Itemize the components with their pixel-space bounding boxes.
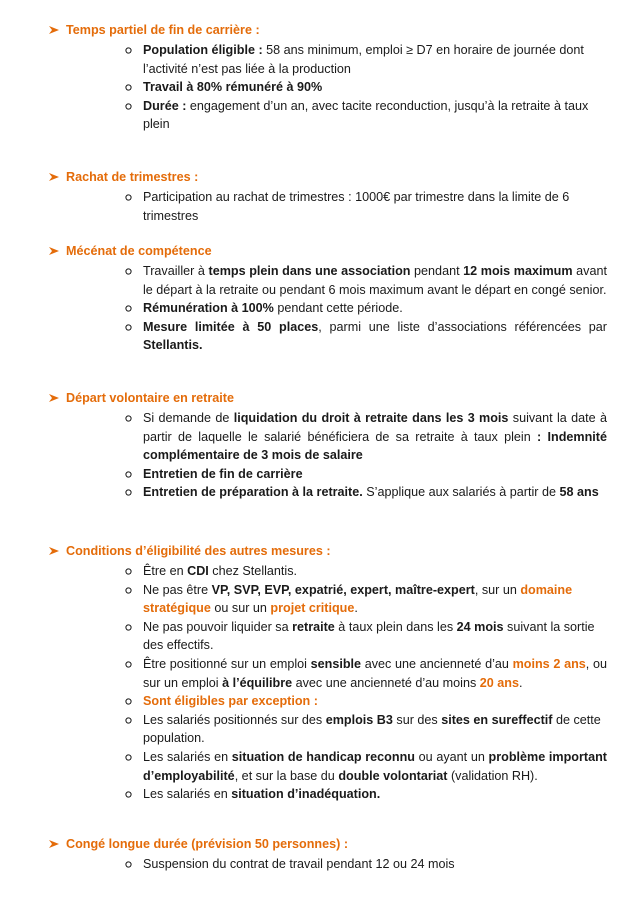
- list-item-text: Travail à 80% rémunéré à 90%: [143, 80, 323, 95]
- circle-bullet-icon: [125, 785, 135, 803]
- section-heading: [48, 167, 630, 187]
- circle-bullet-icon: [125, 318, 135, 336]
- circle-bullet-icon: [125, 465, 135, 483]
- list-item-text: Durée : engagement d’un an, avec tacite reconduction, jusqu’à la retraite à taux plein: [143, 98, 589, 132]
- circle-bullet-icon: [125, 41, 135, 59]
- section-heading-text: Conditions d’éligibilité des autres mesures :: [66, 544, 331, 558]
- circle-bullet-icon: [125, 655, 135, 673]
- section-conditions-eligibilite: [0, 541, 630, 804]
- circle-bullet-icon: [125, 748, 135, 766]
- list-item: [143, 299, 607, 318]
- circle-bullet-icon: [125, 618, 135, 636]
- list-item-text: Rémunération à 100% pendant cette période.: [143, 301, 403, 316]
- arrow-bullet-icon: [48, 241, 62, 261]
- arrow-bullet-icon: [48, 541, 62, 561]
- section-heading-text: Rachat de trimestres :: [66, 170, 199, 184]
- list-item: [143, 188, 607, 225]
- arrow-bullet-icon: [48, 834, 62, 854]
- circle-bullet-icon: [125, 262, 135, 280]
- list-item-text: Travailler à temps plein dans une association pendant 12 mois maximum avant le départ à la retraite ou pendant 6 mois maximum avant le départ en congé senior.: [143, 264, 607, 297]
- list-item-text: Entretien de préparation à la retraite. S’applique aux salariés à partir de 58 ans: [143, 485, 599, 500]
- list-item-text: Participation au rachat de trimestres : 1000€ par trimestre dans la limite de 6 trimestres: [143, 190, 570, 223]
- circle-bullet-icon: [125, 188, 135, 206]
- section-heading-text: Départ volontaire en retraite: [66, 391, 234, 405]
- list-item-text: Être en CDI chez Stellantis.: [143, 564, 298, 578]
- circle-bullet-icon: [125, 483, 135, 501]
- list-item-text: Si demande de liquidation du droit à retraite dans les 3 mois suivant la date à partir de laquelle le salarié bénéficiera de sa retraite à taux plein : Indemnité complémentaire de 3 mois de salaire: [143, 411, 607, 463]
- section-heading: [48, 541, 630, 561]
- section-heading-text: Temps partiel de fin de carrière :: [66, 23, 260, 37]
- list-item: [143, 855, 607, 874]
- circle-bullet-icon: [125, 97, 135, 115]
- list-item: [143, 262, 607, 299]
- circle-bullet-icon: [125, 78, 135, 96]
- list-item-text: Suspension du contrat de travail pendant 12 ou 24 mois: [143, 857, 455, 871]
- section-mecenat: [0, 241, 630, 355]
- list-item: [143, 409, 607, 465]
- section-rachat-trimestres: [0, 167, 630, 225]
- list-item: [143, 78, 607, 97]
- list-item: [143, 465, 607, 484]
- circle-bullet-icon: [125, 855, 135, 873]
- circle-bullet-icon: [125, 692, 135, 710]
- list-item-text: Ne pas être VP, SVP, EVP, expatrié, expert, maître-expert, sur un domaine stratégique ou sur un projet critique.: [143, 582, 573, 616]
- list-item-text: Les salariés en situation d’inadéquation.: [143, 787, 381, 802]
- circle-bullet-icon: [125, 711, 135, 729]
- list-item: [143, 97, 607, 134]
- section-heading: [48, 834, 630, 854]
- list-item: [143, 692, 607, 711]
- arrow-bullet-icon: [48, 20, 62, 40]
- list-item-text: Ne pas pouvoir liquider sa retraite à taux plein dans les 24 mois suivant la sortie des effectifs.: [143, 619, 595, 653]
- list-item: [143, 748, 607, 785]
- section-conge-longue-duree: [0, 834, 630, 874]
- circle-bullet-icon: [125, 409, 135, 427]
- section-heading-text: Congé longue durée (prévision 50 personnes) :: [66, 837, 349, 851]
- section-heading: [48, 241, 630, 261]
- arrow-bullet-icon: [48, 388, 62, 408]
- section-temps-partiel: [0, 20, 630, 134]
- list-item-text: Les salariés positionnés sur des emplois B3 sur des sites en sureffectif de cette population.: [143, 712, 601, 746]
- section-heading: [48, 388, 630, 408]
- list-item: [143, 785, 607, 804]
- circle-bullet-icon: [125, 581, 135, 599]
- list-item: [143, 318, 607, 355]
- list-item: [143, 483, 607, 502]
- list-item-text: Population éligible : 58 ans minimum, emploi ≥ D7 en horaire de journée dont l’activité n’est pas liée à la production: [143, 43, 584, 76]
- list-item: [143, 618, 607, 655]
- list-item: [143, 581, 607, 618]
- circle-bullet-icon: [125, 562, 135, 580]
- arrow-bullet-icon: [48, 167, 62, 187]
- section-depart-volontaire: [0, 388, 630, 502]
- list-item-text: Sont éligibles par exception :: [143, 694, 318, 709]
- list-item-text: Être positionné sur un emploi sensible avec une ancienneté d’au moins 2 ans, ou sur un emploi à l’équilibre avec une ancienneté d’au moins 20 ans.: [143, 656, 608, 690]
- list-item-text: Entretien de fin de carrière: [143, 466, 303, 481]
- section-heading-text: Mécénat de compétence: [66, 244, 212, 258]
- list-item-text: Mesure limitée à 50 places, parmi une liste d’associations référencées par Stellantis.: [143, 319, 607, 353]
- list-item: [143, 562, 607, 581]
- list-item: [143, 711, 607, 748]
- circle-bullet-icon: [125, 299, 135, 317]
- list-item: [143, 41, 607, 78]
- section-heading: [48, 20, 630, 40]
- list-item-text: Les salariés en situation de handicap reconnu ou ayant un problème important d’employabilité, et sur la base du double volontariat (validation RH).: [143, 749, 607, 783]
- list-item: [143, 655, 607, 692]
